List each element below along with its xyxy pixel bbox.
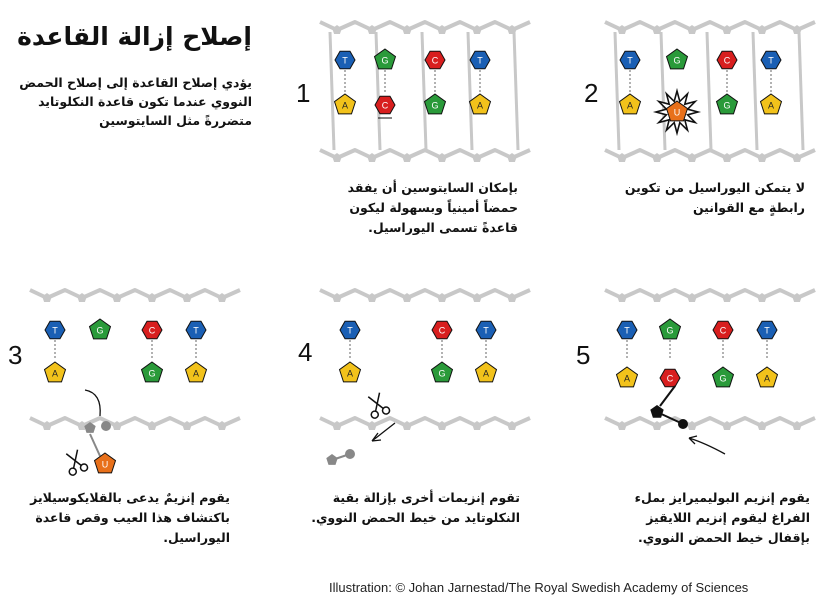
base-letter: C <box>719 325 727 336</box>
base-G <box>142 362 163 382</box>
base-A <box>476 362 497 382</box>
arrow-polymerase <box>689 436 725 454</box>
base-letter: C <box>431 55 439 66</box>
base-A <box>761 94 782 114</box>
page-title: إصلاح إزالة القاعدة <box>17 22 252 51</box>
step-4-number: 4 <box>298 337 313 367</box>
base-letter: C <box>381 100 389 111</box>
base-letter: T <box>483 325 489 336</box>
base-T <box>470 51 490 68</box>
base-letter: A <box>346 368 354 379</box>
dna-backbone <box>605 418 815 430</box>
base-G <box>660 319 681 339</box>
base-C <box>660 369 680 386</box>
base-letter: A <box>626 100 634 111</box>
dna-backbone <box>605 22 815 34</box>
base-letter: C <box>666 373 674 384</box>
strand-link <box>514 32 518 150</box>
arrow-glycosylase <box>85 390 100 416</box>
dna-backbone <box>320 418 530 430</box>
base-letter: A <box>763 373 771 384</box>
base-C <box>717 51 737 68</box>
base-letter: G <box>719 373 727 384</box>
base-C <box>375 96 395 113</box>
scissors-icon <box>365 391 391 419</box>
strand-link <box>468 32 472 150</box>
base-letter: G <box>381 55 389 66</box>
base-T <box>340 321 360 338</box>
strand-link <box>422 32 426 150</box>
base-A <box>340 362 361 382</box>
base-T <box>476 321 496 338</box>
base-T <box>757 321 777 338</box>
base-letter: T <box>193 325 199 336</box>
step-1-caption: بإمكان السايتوسين أن يفقد حمضاً أمينياً وبسهولة ليكون قاعدةً تسمى اليوراسيل. <box>347 180 518 235</box>
base-C <box>425 51 445 68</box>
base-letter: U <box>673 107 681 118</box>
dna-backbone <box>320 22 530 34</box>
strand-link <box>376 32 380 150</box>
base-letter: C <box>438 325 446 336</box>
new-sugar <box>650 405 663 418</box>
dna-backbone <box>30 418 240 430</box>
step-4-caption: تقوم إنزيمات أخرى بإزالة بقية النكلوتايد من خيط الحمض النووي. <box>311 490 520 525</box>
step-2-caption: لا يتمكن اليوراسيل من تكوين رابطةٍ مع القوانين <box>624 180 805 215</box>
base-letter: G <box>438 368 446 379</box>
strand-link <box>615 32 619 150</box>
strand-link <box>661 32 665 150</box>
step-5-number: 5 <box>576 340 591 370</box>
dna-backbone <box>605 290 815 302</box>
step-5-caption: يقوم إنزيم البوليميرايز بملء الفراغ ليقوم إنزيم اللايقيز بإقفال خيط الحمض النووي. <box>634 490 810 545</box>
strand-link <box>330 32 334 150</box>
base-letter: G <box>96 325 104 336</box>
base-A <box>617 367 638 387</box>
step-2-number: 2 <box>584 78 599 108</box>
step-2-diagram <box>605 10 805 170</box>
base-letter: C <box>723 55 731 66</box>
base-letter: T <box>768 55 774 66</box>
glycosidic-bond <box>90 434 100 456</box>
step-3-caption: يقوم إنزيمٌ يدعى بالقلايكوسيلايز باكتشاف هذا العيب وقص قاعدة اليوراسيل. <box>30 490 230 545</box>
step-3-diagram <box>30 278 230 478</box>
base-letter: G <box>723 100 731 111</box>
base-letter: A <box>341 100 349 111</box>
base-letter: T <box>477 55 483 66</box>
base-A <box>620 94 641 114</box>
dna-backbone <box>320 290 530 302</box>
new-phosphate <box>678 419 688 429</box>
base-letter: T <box>347 325 353 336</box>
base-A <box>757 367 778 387</box>
base-letter: A <box>482 368 490 379</box>
image-credit: Illustration: © Johan Jarnestad/The Royal Swedish Academy of Sciences <box>329 580 749 595</box>
step-1-diagram <box>320 10 520 170</box>
new-bond <box>660 386 675 406</box>
base-C <box>713 321 733 338</box>
base-letter: G <box>673 55 681 66</box>
base-G <box>432 362 453 382</box>
base-letter: U <box>101 459 109 470</box>
base-letter: A <box>476 100 484 111</box>
strand-link <box>753 32 757 150</box>
base-G <box>717 94 738 114</box>
base-T <box>45 321 65 338</box>
base-letter: T <box>764 325 770 336</box>
base-letter: G <box>148 368 156 379</box>
base-letter: T <box>627 55 633 66</box>
base-T <box>761 51 781 68</box>
base-A <box>186 362 207 382</box>
base-G <box>667 49 688 69</box>
base-letter: G <box>666 325 674 336</box>
step-3-number: 3 <box>8 340 23 370</box>
phosphate <box>101 421 111 431</box>
dna-backbone <box>30 290 240 302</box>
base-G <box>90 319 111 339</box>
base-U <box>95 453 116 473</box>
base-letter: A <box>51 368 59 379</box>
base-letter: T <box>342 55 348 66</box>
base-T <box>620 51 640 68</box>
base-T <box>335 51 355 68</box>
base-A <box>45 362 66 382</box>
base-letter: C <box>148 325 156 336</box>
base-G <box>425 94 446 114</box>
step-5-diagram <box>605 278 805 478</box>
step-1-number: 1 <box>296 78 311 108</box>
base-T <box>186 321 206 338</box>
base-A <box>470 94 491 114</box>
scissors-icon <box>63 448 89 476</box>
base-letter: A <box>192 368 200 379</box>
base-C <box>432 321 452 338</box>
strand-link <box>799 32 803 150</box>
dna-backbone <box>605 150 815 162</box>
base-letter: G <box>431 100 439 111</box>
base-T <box>617 321 637 338</box>
base-G <box>713 367 734 387</box>
dna-backbone <box>320 150 530 162</box>
base-A <box>335 94 356 114</box>
intro-text: يؤدي إصلاح القاعدة إلى إصلاح الحمض النووي عندما تكون قاعدة النكلوتايد متضررةً مثل السايتوسين <box>19 75 252 128</box>
base-letter: T <box>624 325 630 336</box>
base-letter: A <box>623 373 631 384</box>
base-letter: A <box>767 100 775 111</box>
base-C <box>142 321 162 338</box>
base-letter: T <box>52 325 58 336</box>
step-4-diagram <box>320 278 520 478</box>
strand-link <box>707 32 711 150</box>
